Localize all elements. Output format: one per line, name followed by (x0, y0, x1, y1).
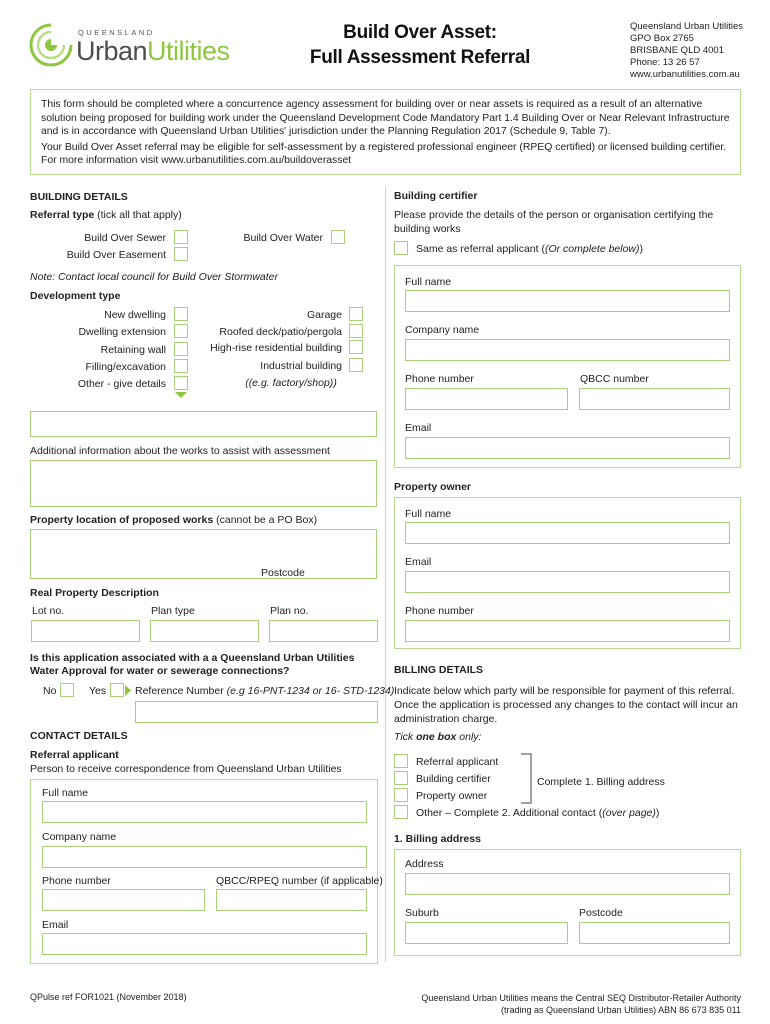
billing-desc: Indicate below which party will be responsible for payment of this referral. Once the application is processed any changes to the contact will incur an administration charge. (394, 685, 738, 725)
footer-ref: QPulse ref FOR1021 (November 2018) (30, 992, 187, 1002)
applicant-email-field[interactable] (42, 933, 367, 955)
dev-dwelling-extension-label: Dwelling extension (78, 326, 166, 338)
property-location-label: Property location of proposed works (cannot be a PO Box) (30, 514, 318, 526)
dev-roofed-deck-label: Roofed deck/patio/pergola (219, 326, 342, 338)
certifier-company-label: Company name (405, 324, 480, 336)
applicant-qbcc-field[interactable] (216, 889, 367, 911)
industrial-example: ((e.g. factory/shop)) (245, 377, 337, 389)
arrow-down-icon (174, 391, 188, 399)
lot-no-label: Lot no. (32, 605, 65, 617)
column-divider (385, 187, 386, 962)
dev-other-label: Other - give details (77, 378, 166, 390)
dev-filling-checkbox[interactable] (174, 359, 188, 373)
dev-new-dwelling-checkbox[interactable] (174, 307, 188, 321)
referral-type-label: Referral type (tick all that apply) (30, 209, 182, 221)
plan-type-field[interactable] (150, 620, 259, 642)
same-as-applicant-checkbox[interactable] (394, 241, 408, 255)
arrow-right-icon (124, 684, 132, 697)
build-over-easement-label: Build Over Easement (66, 249, 166, 261)
certifier-company-field[interactable] (405, 339, 730, 361)
address-line: BRISBANE QLD 4001 (630, 45, 724, 56)
billing-postcode-label: Postcode (579, 907, 623, 919)
building-certifier-desc: Please provide the details of the person or organisation certifying the building works (394, 209, 714, 235)
address-line: GPO Box 2765 (630, 33, 694, 44)
contact-address (630, 21, 743, 81)
additional-info-field[interactable] (30, 460, 377, 507)
building-details-heading: BUILDING DETAILS (30, 191, 128, 203)
no-label: No (43, 685, 57, 697)
certifier-email-field[interactable] (405, 437, 730, 459)
dev-dwelling-extension-checkbox[interactable] (174, 324, 188, 338)
build-over-water-label: Build Over Water (243, 232, 323, 244)
certifier-phone-field[interactable] (405, 388, 568, 410)
postcode-label: Postcode (261, 567, 305, 579)
dev-garage-label: Garage (306, 309, 342, 321)
certifier-qbcc-field[interactable] (579, 388, 730, 410)
applicant-phone-field[interactable] (42, 889, 205, 911)
dev-high-rise-checkbox[interactable] (349, 340, 363, 354)
billing-suburb-field[interactable] (405, 922, 568, 944)
property-owner-heading: Property owner (394, 481, 472, 493)
dev-roofed-deck-checkbox[interactable] (349, 324, 363, 338)
build-over-sewer-label: Build Over Sewer (84, 232, 166, 244)
certifier-full-name-field[interactable] (405, 290, 730, 312)
yes-checkbox[interactable] (110, 683, 124, 697)
owner-full-name-label: Full name (405, 508, 452, 520)
plan-no-label: Plan no. (270, 605, 309, 617)
billing-details-heading: BILLING DETAILS (394, 664, 484, 676)
owner-full-name-field[interactable] (405, 522, 730, 544)
billing-postcode-field[interactable] (579, 922, 730, 944)
billing-property-owner-checkbox[interactable] (394, 788, 408, 802)
applicant-company-field[interactable] (42, 846, 367, 868)
address-line: Queensland Urban Utilities (630, 21, 744, 32)
additional-info-label: Additional information about the works to assist with assessment (30, 445, 330, 457)
property-location-field[interactable] (30, 529, 377, 579)
plan-type-label: Plan type (151, 605, 195, 617)
billing-address-field[interactable] (405, 873, 730, 895)
dev-new-dwelling-label: New dwelling (104, 309, 166, 321)
certifier-email-label: Email (405, 422, 432, 434)
reference-number-label: Reference Number (e.g 16-PNT-1234 or 16- STD-1234) (135, 685, 395, 697)
applicant-phone-label: Phone number (42, 875, 111, 887)
billing-other-checkbox[interactable] (394, 805, 408, 819)
tick-one-box-note: Tick one box only: (394, 731, 482, 743)
page-title (270, 20, 570, 70)
yes-label: Yes (89, 685, 107, 697)
logo-mark-icon (28, 22, 74, 68)
water-approval-question: Is this application associated with a a Queensland Urban Utilities Water Approval for water or sewerage connections? (30, 652, 355, 677)
billing-property-owner-label: Property owner (416, 790, 488, 802)
certifier-phone-label: Phone number (405, 373, 474, 385)
intro-paragraph: This form should be completed where a concurrence agency assessment for building over or near assets is required as a result of an alternative solution being proposed for building work under the Queensland Development Code Mandatory Part 1.4 Building Over or Near Relevant Infrastructure and is in accordance with Queensland Urban Utilities' jurisdiction under the Planning Regulation 2017 (Schedule 9, Table 7). (41, 99, 730, 137)
plan-no-field[interactable] (269, 620, 378, 642)
applicant-company-label: Company name (42, 831, 117, 843)
footer-legal: Queensland Urban Utilities means the Central SEQ Distributor-Retailer Authority (trading as Queensland Urban Utilities) ABN 86 673 835 011 (421, 993, 741, 1015)
lot-no-field[interactable] (31, 620, 140, 642)
billing-address-heading: 1. Billing address (394, 833, 481, 845)
same-as-applicant-label: Same as referral applicant ((Or complete below)) (416, 243, 644, 255)
owner-phone-label: Phone number (405, 605, 474, 617)
address-line: www.urbanutilities.com.au (630, 69, 740, 80)
logo (28, 22, 228, 68)
contact-details-heading: CONTACT DETAILS (30, 730, 128, 742)
referral-applicant-desc: Person to receive correspondence from Queensland Urban Utilities (30, 763, 342, 775)
no-checkbox[interactable] (60, 683, 74, 697)
development-type-heading: Development type (30, 290, 121, 302)
certifier-full-name-label: Full name (405, 276, 452, 288)
bracket-icon (520, 753, 534, 804)
dev-filling-label: Filling/excavation (85, 361, 166, 373)
dev-retaining-wall-label: Retaining wall (100, 344, 166, 356)
complete-billing-note: Complete 1. Billing address (537, 776, 665, 788)
dev-retaining-wall-checkbox[interactable] (174, 342, 188, 356)
applicant-full-name-field[interactable] (42, 801, 367, 823)
applicant-full-name-label: Full name (42, 787, 89, 799)
intro-paragraph: Your Build Over Asset referral may be eligible for self-assessment by a registered professional engineer (RPEQ certified) or licensed building certifier. For more information visit www.urbanutilities.com.au/buildoverasset (41, 141, 727, 166)
owner-email-label: Email (405, 556, 432, 568)
dev-other-checkbox[interactable] (174, 376, 188, 390)
owner-email-field[interactable] (405, 571, 730, 593)
building-certifier-heading: Building certifier (394, 190, 478, 202)
build-over-sewer-checkbox[interactable] (174, 230, 188, 244)
dev-industrial-checkbox[interactable] (349, 358, 363, 372)
billing-other-label: Other – Complete 2. Additional contact ((over page)) (416, 807, 660, 819)
applicant-qbcc-label: QBCC/RPEQ number (if applicable) (216, 875, 383, 887)
address-line: Phone: 13 26 57 (630, 57, 700, 68)
dev-industrial-label: Industrial building (260, 360, 342, 372)
logo-urban-text: Urban (76, 36, 148, 66)
billing-building-certifier-checkbox[interactable] (394, 771, 408, 785)
intro-box (30, 89, 741, 175)
real-property-heading: Real Property Description (30, 587, 159, 599)
billing-referral-applicant-checkbox[interactable] (394, 754, 408, 768)
dev-high-rise-label: High-rise residential building (210, 342, 342, 354)
owner-phone-field[interactable] (405, 620, 730, 642)
logo-utilities-text: Utilities (147, 36, 230, 66)
billing-referral-applicant-label: Referral applicant (416, 756, 499, 768)
applicant-email-label: Email (42, 919, 69, 931)
build-over-easement-checkbox[interactable] (174, 247, 188, 261)
other-details-field[interactable] (30, 411, 377, 437)
stormwater-note: Note: Contact local council for Build Over Stormwater (30, 271, 279, 283)
logo-top-text: QUEENSLAND (78, 28, 155, 37)
certifier-qbcc-label: QBCC number (580, 373, 649, 385)
page-title-line1: Build Over Asset: (343, 22, 497, 43)
billing-address-label: Address (405, 858, 444, 870)
billing-building-certifier-label: Building certifier (416, 773, 491, 785)
referral-applicant-heading: Referral applicant (30, 749, 119, 761)
reference-number-field[interactable] (135, 701, 378, 723)
dev-garage-checkbox[interactable] (349, 307, 363, 321)
billing-suburb-label: Suburb (405, 907, 439, 919)
build-over-water-checkbox[interactable] (331, 230, 345, 244)
page-title-line2: Full Assessment Referral (309, 47, 531, 68)
